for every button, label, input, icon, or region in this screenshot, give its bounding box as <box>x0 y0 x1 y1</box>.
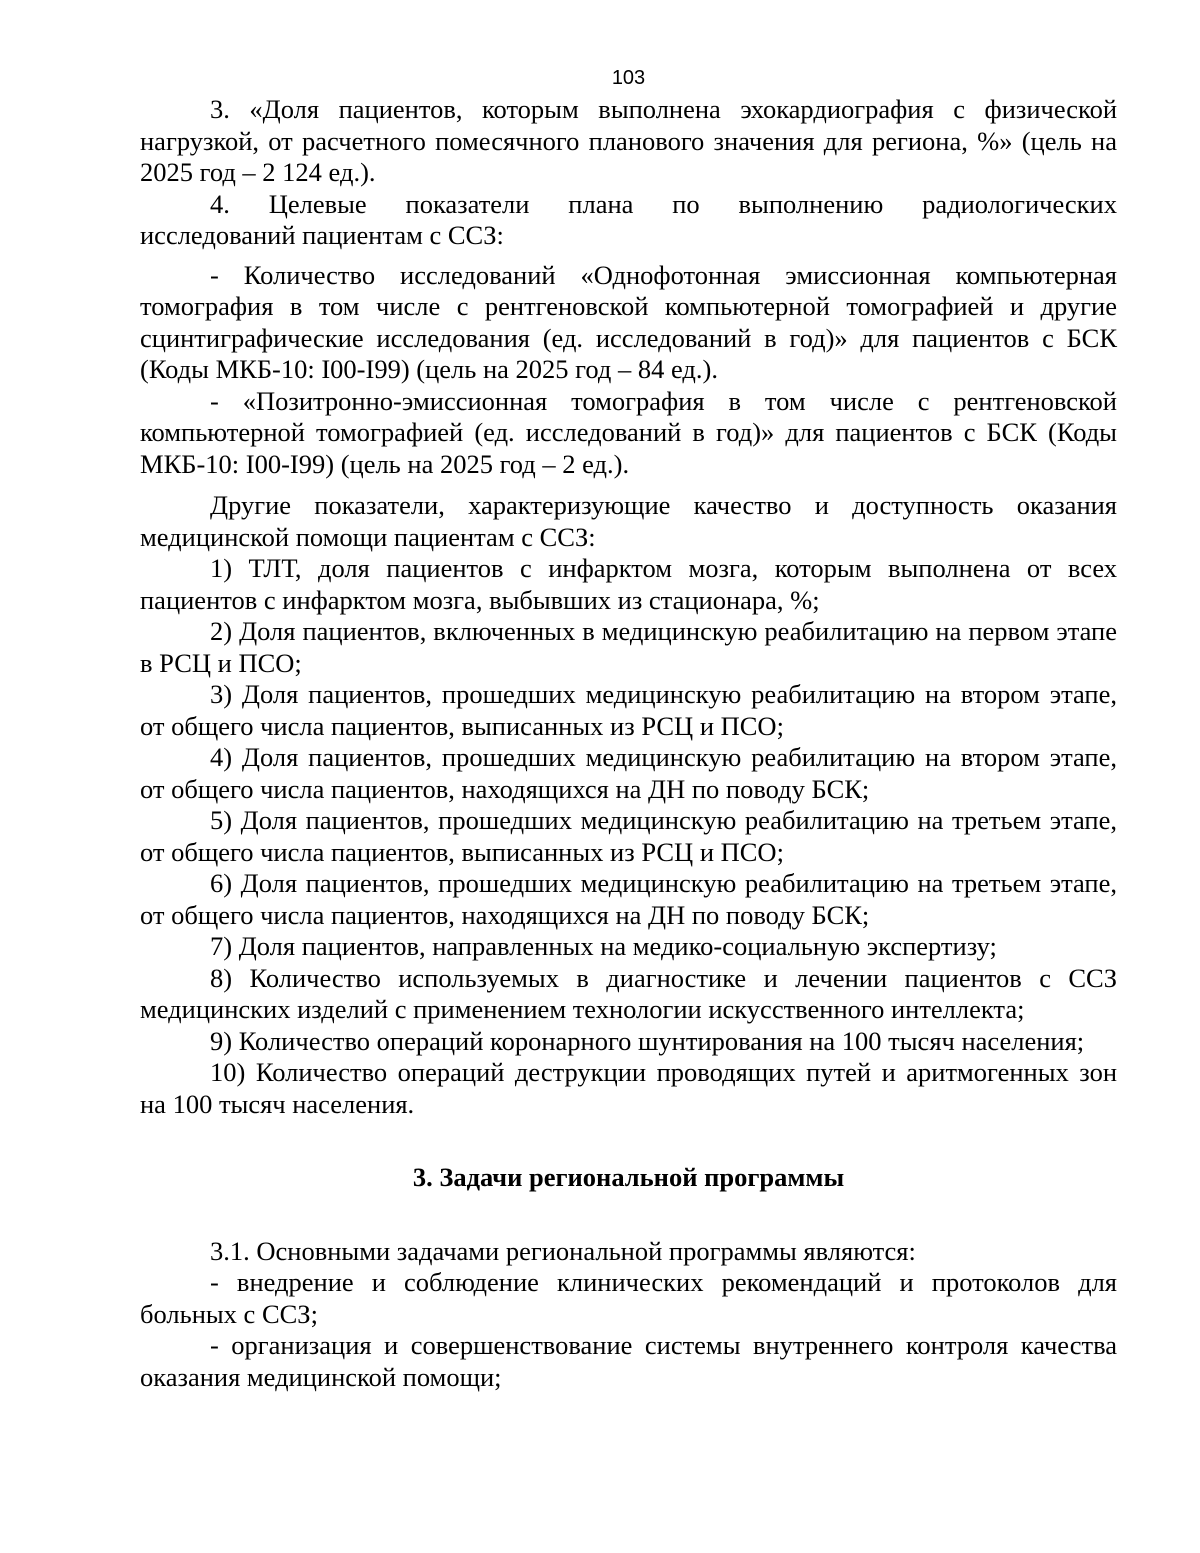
other-indicator-item: 1) ТЛТ, доля пациентов с инфарктом мозга, которым выполнена от всех пациентов с инфарктом мозга, выбывших из стационара, %; <box>140 553 1117 615</box>
other-indicator-item: 2) Доля пациентов, включенных в медицинскую реабилитацию на первом этапе в РСЦ и ПСО; <box>140 616 1117 678</box>
other-indicator-item: 9) Количество операций коронарного шунтирования на 100 тысяч населения; <box>210 1025 1085 1056</box>
paragraph-indicator-3: 3. «Доля пациентов, которым выполнена эхокардиография с физической нагрузкой, от расчетного помесячного планового значения для региона, %» (цель на 2025 год – 2 124 ед.). <box>140 94 1117 187</box>
bullet-spect-count: - Количество исследований «Однофотонная эмиссионная компьютерная томография в том числе с рентгеновской компьютерной томографией и другие сцинтиграфические исследования (ед. исследований в год)» для пациентов с БСК (Коды МКБ-10: I00-I99) (цель на 2025 год – 84 ед.). <box>140 259 1117 384</box>
bullet-pet-count: - «Позитронно-эмиссионная томография в том числе с рентгеновской компьютерной томографией (ед. исследований в год)» для пациентов с БСК (Коды МКБ-10: I00-I99) (цель на 2025 год – 2 ед.). <box>140 385 1117 479</box>
other-indicator-item: 7) Доля пациентов, направленных на медико-социальную экспертизу; <box>210 931 997 961</box>
paragraph-indicator-4-line2: исследований пациентам с ССЗ: <box>140 220 504 250</box>
other-indicator-item: 6) Доля пациентов, прошедших медицинскую реабилитацию на третьем этапе, от общего числа пациентов, находящихся на ДН по поводу БСК; <box>140 868 1117 930</box>
other-indicator-item: 10) Количество операций деструкции проводящих путей и аритмогенных зон на 100 тысяч населения. <box>140 1057 1117 1119</box>
paragraph-indicator-4-line1: 4. Целевые показатели плана по выполнению радиологических <box>210 188 1117 219</box>
other-indicator-item: 8) Количество используемых в диагностике и лечении пациентов с ССЗ медицинских изделий с применением технологии искусственного интеллекта; <box>140 962 1117 1024</box>
other-indicators-intro: Другие показатели, характеризующие качество и доступность оказания медицинской помощи пациентам с ССЗ: <box>140 490 1117 552</box>
other-indicator-item: 3) Доля пациентов, прошедших медицинскую реабилитацию на втором этапе, от общего числа пациентов, выписанных из РСЦ и ПСО; <box>140 679 1117 741</box>
task-item: - организация и совершенствование системы внутреннего контроля качества оказания медицинской помощи; <box>140 1330 1117 1392</box>
document-page <box>140 66 1117 1393</box>
page-number: 103 <box>611 67 646 89</box>
tasks-intro: 3.1. Основными задачами региональной программы являются: <box>210 1235 916 1266</box>
other-indicator-item: 5) Доля пациентов, прошедших медицинскую реабилитацию на третьем этапе, от общего числа пациентов, выписанных из РСЦ и ПСО; <box>140 805 1117 867</box>
section-heading: 3. Задачи региональной программы <box>412 1162 845 1192</box>
other-indicator-item: 4) Доля пациентов, прошедших медицинскую реабилитацию на втором этапе, от общего числа пациентов, находящихся на ДН по поводу БСК; <box>140 742 1117 804</box>
task-item: - внедрение и соблюдение клинических рекомендаций и протоколов для больных с ССЗ; <box>140 1267 1117 1329</box>
